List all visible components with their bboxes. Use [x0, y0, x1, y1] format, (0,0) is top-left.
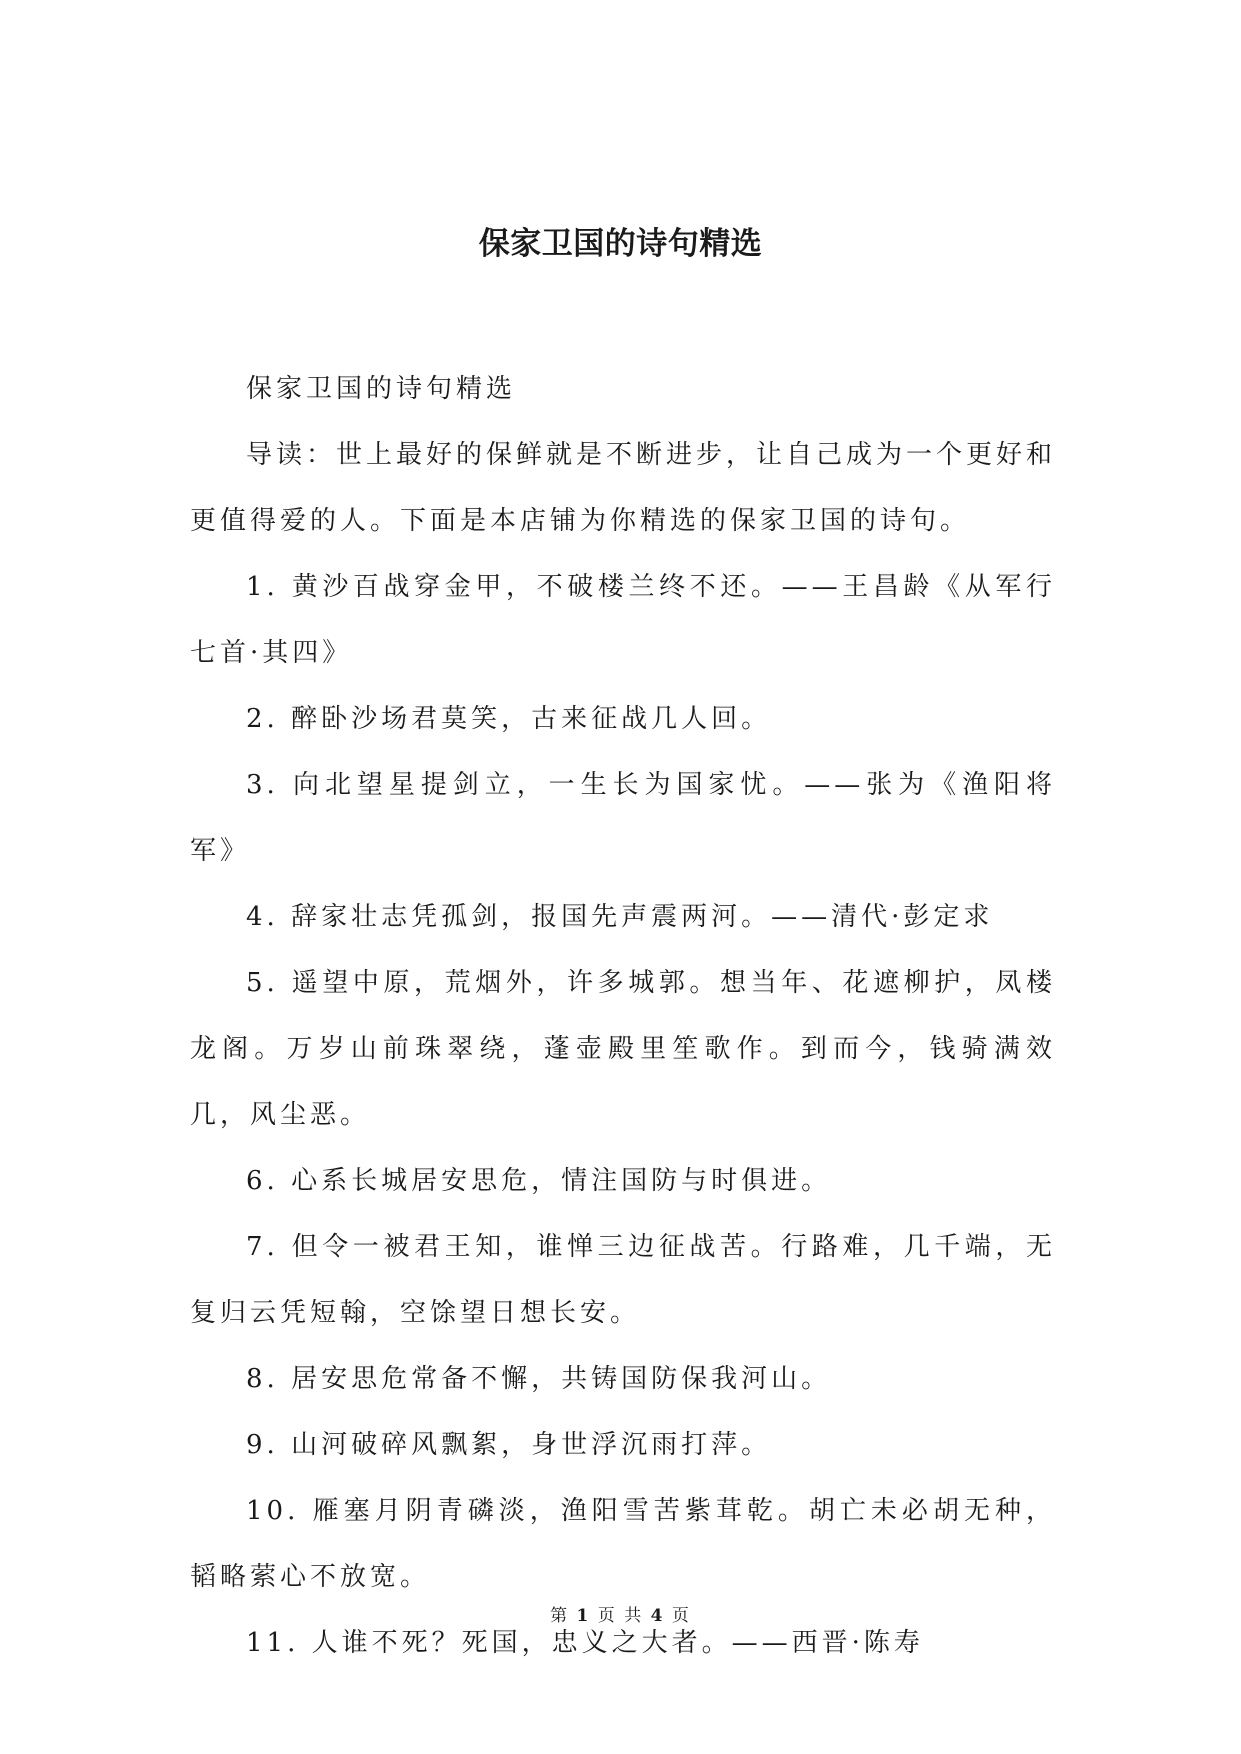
footer-suffix: 页	[671, 1606, 691, 1626]
poem-item-9: 9. 山河破碎风飘絮，身世浮沉雨打萍。	[246, 1430, 772, 1460]
poem-item-10: 10. 雁塞月阴青磷淡，渔阳雪苦紫茸乾。胡亡未必胡无种，韬略萦心不放宽。	[190, 1496, 1056, 1592]
footer-prefix: 第	[550, 1606, 570, 1626]
poem-item-2: 2. 醉卧沙场君莫笑，古来征战几人回。	[246, 704, 772, 734]
current-page-number: 1	[576, 1606, 591, 1626]
footer-middle: 页 共	[597, 1606, 644, 1626]
poem-item-6: 6. 心系长城居安思危，情注国防与时俱进。	[246, 1166, 832, 1196]
poem-item-5: 5. 遥望中原，荒烟外，许多城郭。想当年、花遮柳护，凤楼龙阁。万岁山前珠翠绕，蓬壶殿里笙歌作。到而今，钱骑满效几，风尘恶。	[190, 968, 1056, 1130]
poem-item-7: 7. 但令一被君王知，谁惮三边征战苦。行路难，几千端，无复归云凭短翰，空馀望日想长安。	[190, 1232, 1056, 1328]
total-page-count: 4	[650, 1606, 665, 1626]
poem-item-11: 11. 人谁不死？死国，忠义之大者。——西晋·陈寿	[246, 1628, 924, 1658]
document-title: 保家卫国的诗句精选	[478, 226, 763, 262]
poem-item-8: 8. 居安思危常备不懈，共铸国防保我河山。	[246, 1364, 832, 1394]
poem-item-3: 3. 向北望星提剑立，一生长为国家忧。——张为《渔阳将军》	[190, 770, 1056, 866]
document-body	[190, 356, 1056, 1676]
page-footer	[0, 1604, 1241, 1628]
poem-item-1: 1. 黄沙百战穿金甲，不破楼兰终不还。——王昌龄《从军行七首·其四》	[190, 572, 1056, 668]
paragraph-subtitle: 保家卫国的诗句精选	[246, 374, 517, 404]
paragraph-intro: 导读：世上最好的保鲜就是不断进步，让自己成为一个更好和更值得爱的人。下面是本店铺为你精选的保家卫国的诗句。	[190, 440, 1057, 536]
poem-item-4: 4. 辞家壮志凭孤剑，报国先声震两河。——清代·彭定求	[246, 902, 994, 932]
